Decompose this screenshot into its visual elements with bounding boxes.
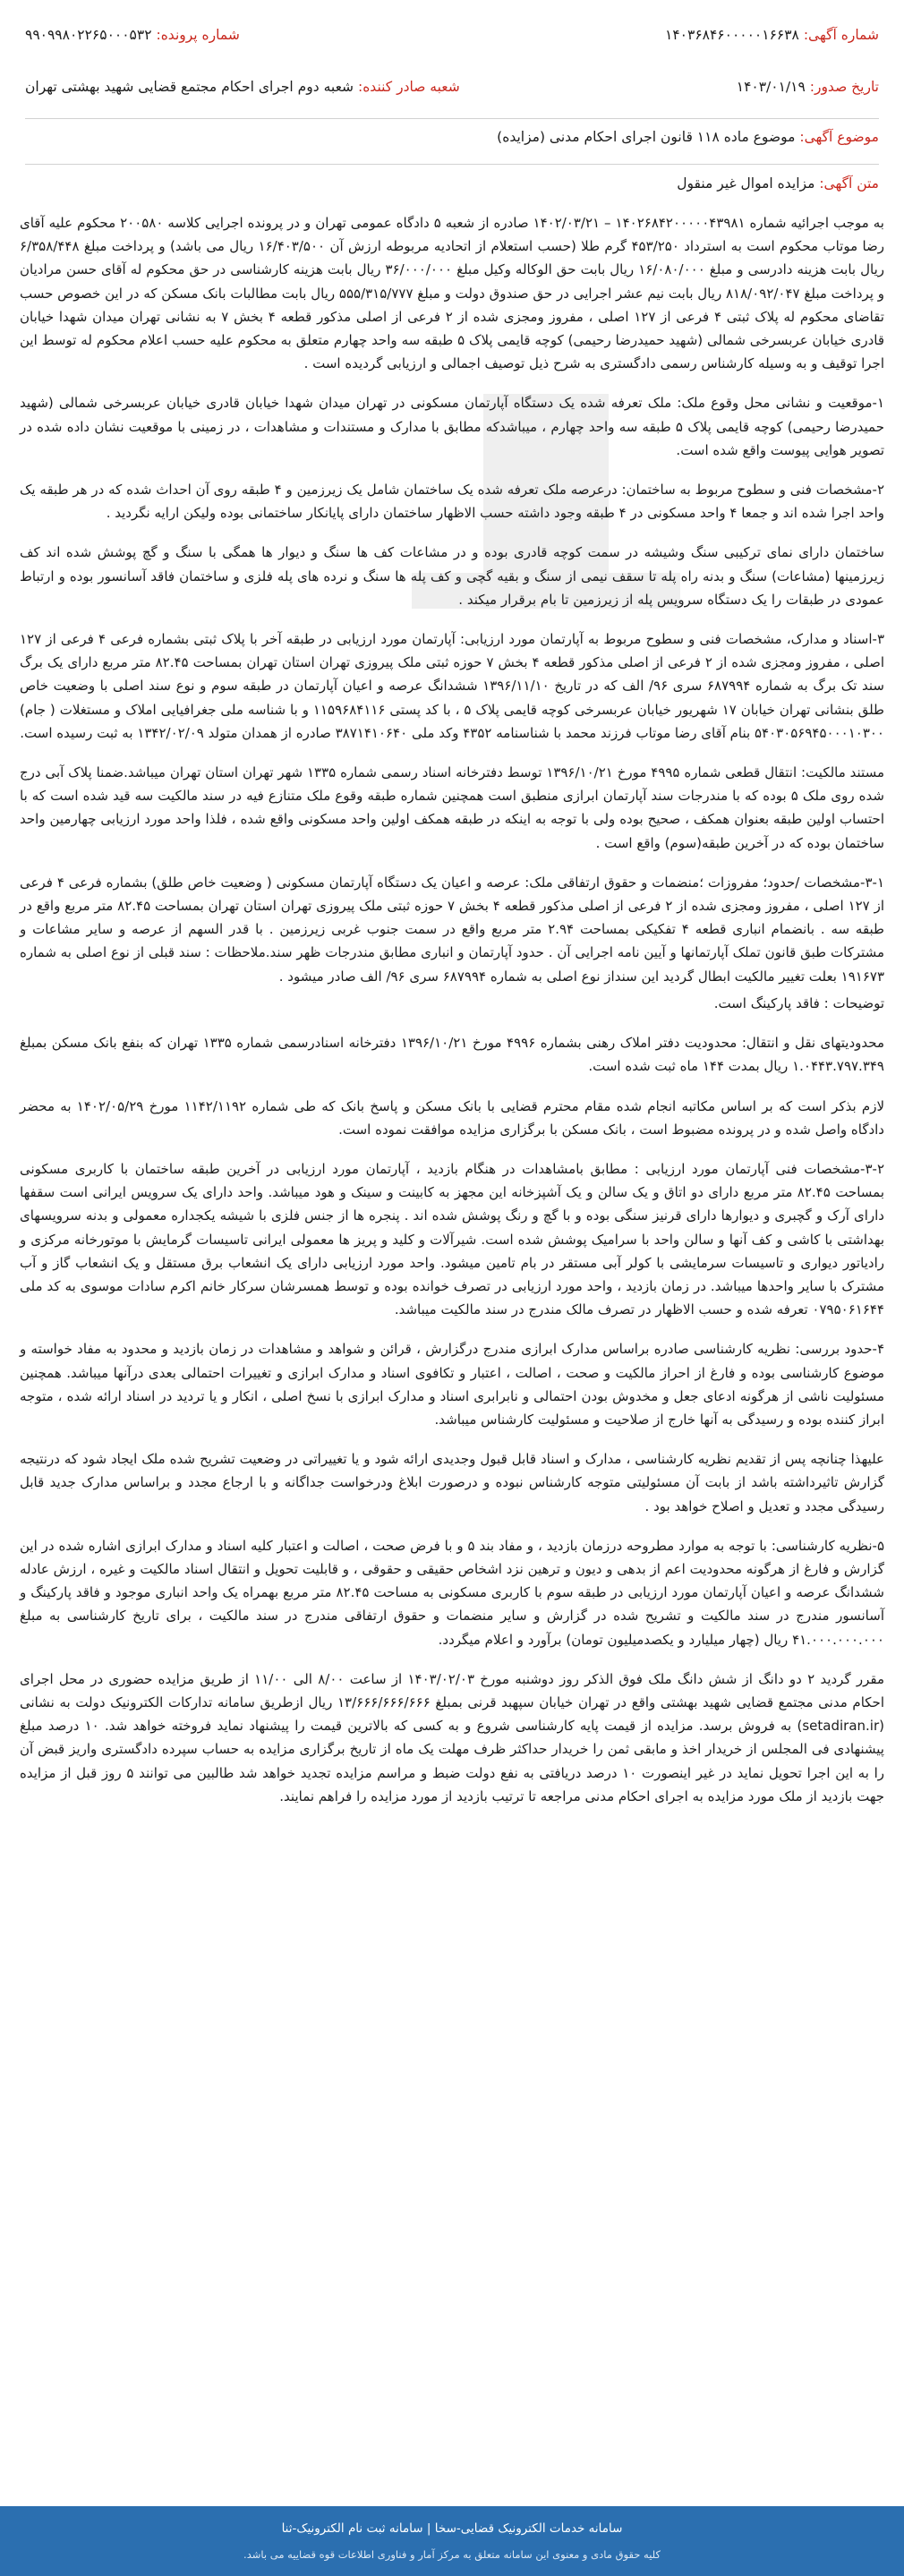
paragraph-building-finishes: ساختمان دارای نمای ترکیبی سنگ وشیشه در سمت کوچه قادری بوده و در مشاعات کف ها سنگ و دیوار ها همگی با سنگ و گچ پوشش شده اند کف زیرزمینها (مشاعات) سنگ و بدنه راه پله تا سقف نیمی از سنگ و بقیه گچی و کف پله ها سنگ و نرده های پله فلزی و ساختمان فاقد آسانسور بوده و ارتباط عمودی در طبقات را یک دستگاه سرویس پله از زیرزمین تا بام برقرار میکند . [20, 544, 884, 608]
paragraph-ownership: مستند مالکیت: انتقال قطعی شماره ۴۹۹۵ مورخ ۱۳۹۶/۱۰/۲۱ توسط دفترخانه اسناد رسمی شماره ۱۳۳۵ شهر تهران استان تهران میباشد.ضمنا پلاک آبی درج شده روی ملک ۵ بوده که با مندرجات سند آپارتمان ابرازی منطبق است همچنین شماره طبقه وقوع ملک متنازع فیه در سند مالکیت سه قید شده است که با احتساب اولین طبقه بعنوان همکف ، صحیح بوده ولی با توجه به اینکه در طبقه همکف اولین واحد مسکونی واقع شده ، فلذا واحد مورد ارزیابی چهارمین واحد ساختمان بوده که در آخرین طبقه(سوم) واقع است . [20, 764, 884, 851]
issuing-branch-label: شعبه صادر کننده: [357, 79, 460, 95]
paragraph-restrictions: محدودیتهای نقل و انتقال: محدودیت دفتر املاک رهنی بشماره ۴۹۹۶ مورخ ۱۳۹۶/۱۰/۲۱ دفترخانه اسنادرسمی شماره ۱۳۳۵ تهران که بنفع بانک مسکن بمبلغ ۱.۰۴۴۳.۷۹۷.۳۴۹ ریال بمدت ۱۴۴ ماه ثبت شده است. [20, 1035, 884, 1075]
paragraph-boundaries: ۳-۱-مشخصات /حدود؛ مفروزات ؛منضمات و حقوق ارتفاقی ملک: عرصه و اعیان یک دستگاه آپارتمان مسکونی ( وضعیت خاص طلق) بشماره فرعی ۴ فرعی از ۱۲۷ اصلی ، مفروز ومجزی شده از ۲ فرعی از اصلی مذکور قطعه ۴ بخش ۷ حوزه ثبتی ملک پیروزی تهران استان تهران بمساحت ۸۲.۴۵ متر مربع واقع در طبقه سه . بانضمام انباری قطعه ۴ تفکیکی بمساحت ۲.۹۴ متر مربع واقع در سمت جنوب غربی زیرزمین . با قدر السهم از عرصه و سایر مشاعات و مشترکات طبق قانون تملک آپارتمانها و آیین نامه اجرایی آن . حدود آپارتمان و انباری مطابق مندرجات ظهر سند.ملاحظات : سند قبلی از نوع اصلی به شماره ۱۹۱۶۷۳ بعلت تغییر مالکیت ابطال گردید این سنداز نوع اصلی به شماره ۶۸۷۹۹۴ سری ۹۶/ الف صادر میشود . [20, 874, 884, 985]
paragraph-no-parking: توضیحات : فاقد پارکینگ است. [713, 994, 884, 1011]
issue-date: ۱۴۰۳/۰۱/۱۹ [736, 79, 806, 95]
ad-text-heading [677, 175, 879, 192]
paragraph-documents: ۳-اسناد و مدارک، مشخصات فنی و سطوح مربوط به آپارتمان مورد ارزیابی: آپارتمان مورد ارزیابی در طبقه آخر با پلاک ثبتی بشماره فرعی ۴ فرعی از ۱۲۷ اصلی ، مفروز ومجزی شده از ۲ فرعی از اصلی مذکور قطعه ۴ بخش ۷ حوزه ثبتی ملک پیروزی تهران استان تهران بمساحت ۸۲.۴۵ متر مربع دارای یک برگ سند تک برگ به شماره ۶۸۷۹۹۴ سری ۹۶/ الف که در تاریخ ۱۳۹۶/۱۱/۱۰ ششدانگ عرصه و اعیان آپارتمان در طبقه سوم و نوع سند اصلی با وضعیت خاص طلق بنشانی تهران خیابان ۱۷ شهریور خیابان عربسرخی کوچه قایمی پلاک ۵ ، با کد پستی ۱۱۵۹۶۸۴۱۱۶ و با شناسه ملی جغرافیایی املاک و مستغلات ( جام) ۵۴۰۳۰۵۶۹۴۵۰۰۰۱۰۳۰۰ بنام آقای رضا موتاب فرزند محمد با شناسنامه ۴۳۵۲ وکد ملی ۳۸۷۱۴۱۰۶۴۰ صادره از همدان متولد ۱۳۴۲/۰۲/۰۹ به ثبت رسیده است. [20, 631, 884, 741]
case-number-label: شماره پرونده: [156, 27, 240, 43]
ad-text-label: متن آگهی: [819, 175, 879, 192]
ad-text-title: مزایده اموال غیر منقول [677, 175, 815, 192]
ad-body [20, 211, 884, 1824]
footer-links[interactable]: سامانه خدمات الکترونیک قضایی-سخا | سامانه ثبت نام الکترونیک-ثنا [281, 2521, 623, 2536]
ad-header [25, 27, 879, 119]
paragraph-bank-approval: لازم بذکر است که بر اساس مکاتبه انجام شده مقام محترم قضایی با بانک مسکن و پاسخ بانک که طی شماره ۱۱۴۲/۱۱۹۲ مورخ ۱۴۰۲/۰۵/۲۹ به محضر دادگاه واصل شده و در پرونده مضبوط است ، بانک مسکن با برگزاری مزایده موافقت نموده است. [20, 1097, 884, 1138]
case-number-row [25, 27, 240, 43]
subject-label: موضوع آگهی: [799, 129, 879, 145]
issue-date-row [737, 79, 879, 95]
case-number: ۹۹۰۹۹۸۰۲۲۶۵۰۰۰۵۳۲ [25, 27, 152, 43]
subject-value: موضوع ماده ۱۱۸ قانون اجرای احکام مدنی (مزایده) [497, 129, 796, 145]
footer-copyright: کلیه حقوق مادی و معنوی این سامانه متعلق به مرکز آمار و فناوری اطلاعات قوه قضاییه می باشد. [243, 2548, 661, 2561]
paragraph-review-scope: ۴-حدود بررسی: نظریه کارشناسی صادره براساس مدارک ابرازی مندرج درگزارش ، قرائن و شواهد و مشاهدات در زمان بازدید و محدود به مفاد خواسته و موضوع کارشناسی بوده و فارغ از احراز مالکیت و صحت ، اصالت ، اعتبار و تکافوی اسناد و مدارک ابرازی و تغییرات احتمالی بعدی درآنها میباشد. همچنین مسئولیت ناشی از هرگونه ادعای جعل و مخدوش بودن احتمالی و نابرابری اسناد و مدارک ابرازی با نسخ اصلی ، انکار و یا تردید در اسناد ارائه شده ، متوجه ابراز کننده بوده و رسیدگی به آنها خارج از صلاحیت و مسئولیت کارشناس میباشد. [20, 1341, 884, 1428]
ad-subject [497, 129, 879, 145]
issuing-branch: شعبه دوم اجرای احکام مجتمع قضایی شهید بهشتی تهران [25, 79, 354, 95]
paragraph-expert-opinion: ۵-نظریه کارشناسی: با توجه به موارد مطروحه درزمان بازدید ، و مفاد بند ۵ و با فرض صحت ، اصالت و اعتبار کلیه اسناد و مدارک ابرازی اشاره شده در این گزارش و فارغ از هرگونه محدودیت اعم از بدهی و دیون و ترهین نزد اشخاص حقیقی و حقوقی ، و قابلیت تحویل و انتقال اسناد مالکیت و غیره ، ارزش عادله ششدانگ عرصه و اعیان آپارتمان مورد ارزیابی در طبقه سوم با کاربری مسکونی به مساحت ۸۲.۴۵ متر مربع بهمراه یک واحد انباری موجود و فاقد پارکینگ و آسانسور مندرج در سند مالکیت و تشریح شده در گزارش و سایر منضمات و حقوق ارتفاقی مندرج در سند مالکیت ، برای تاریخ کارشناسی به مبلغ ۴۱.۰۰۰.۰۰۰.۰۰۰ ریال (چهار میلیارد و یکصدمیلیون تومان) برآورد و اعلام میگردد. [20, 1537, 884, 1648]
paragraph-disclaimer: علیهذا چنانچه پس از تقدیم نظریه کارشناسی ، مدارک و اسناد قابل قبول وجدیدی ارائه شود و یا تغییراتی در وضعیت تشریح شده ملک ایجاد شود که درنتیجه گزارش تاثیرداشته باشد از بابت آن مسئولیتی متوجه کارشناس نبوده و درصورت ابلاغ ودرخواست جداگانه و با ارجاع مجدد و براساس مدارک جدید قابل رسیدگی مجدد و تعدیل و اصلاح خواهد بود . [20, 1451, 884, 1514]
issue-date-label: تاریخ صدور: [809, 79, 879, 95]
site-footer [0, 2506, 904, 2576]
issuing-branch-row [25, 79, 460, 95]
paragraph-intro: به موجب اجرائیه شماره ۱۴۰۲۶۸۴۲۰۰۰۰۰۴۳۹۸۱ – ۱۴۰۲/۰۳/۲۱ صادره از شعبه ۵ دادگاه عمومی تهران و در پرونده اجرایی کلاسه ۲۰۰۵۸۰ محکوم علیه آقای رضا موتاب محکوم است به استرداد ۴۵۳/۲۵۰ گرم طلا (حسب استعلام از اتحادیه مربوطه ارزش آن ۱۶/۴۰۳/۵۰۰ ریال می باشد) و پرداخت مبلغ ۶/۳۵۸/۴۴۸ ریال بابت هزینه دادرسی و مبلغ ۱۶/۰۸۰/۰۰۰ ریال بابت حق الوکاله وکیل مبلغ ۳۶/۰۰۰/۰۰۰ ریال بابت هزینه کارشناسی در حق محکوم له آقای حسن مرادیان و پرداخت مبلغ ۸۱۸/۰۹۲/۰۴۷ ریال بابت نیم عشر اجرایی در حق صندوق دولت و مبلغ ۵۵۵/۳۱۵/۷۷۷ ریال بابت مطالبات بانک مسکن که در این خصوص حسب تقاضای محکوم له پلاک ثبتی ۴ فرعی از ۱۲۷ اصلی ، مفروز ومجزی شده از ۲ فرعی از اصلی مذکور قطعه ۴ بخش ۷ به نشانی تهران میدان شهدا خیابان قادری خیابان عربسرخی شمالی (شهید حمیدرضا رحیمی) کوچه قایمی پلاک ۵ طبقه سه واحد چهارم متعلق به محکوم علیه حسب اعلام محکوم له توسط این اجرا توقیف و به وسیله کارشناس رسمی دادگستری به شرح ذیل توصیف اجمالی و ارزیابی گردیده است . [20, 215, 885, 372]
paragraph-auction-terms: مقرر گردید ۲ دو دانگ از شش دانگ ملک فوق الذکر روز دوشنبه مورخ ۱۴۰۳/۰۲/۰۳ از ساعت ۸/۰۰ الی ۱۱/۰۰ از طریق مزایده حضوری در محل اجرای احکام مدنی مجتمع قضایی شهید بهشتی واقع در تهران خیابان سپهبد قرنی بمبلغ ۱۳/۶۶۶/۶۶۶/۶۶۶ ریال ازطریق سامانه تدارکات الکترونیک دولت به نشانی (setadiran.ir) به فروش برسد. مزایده از قیمت پایه کارشناسی شروع و به کسی که بالاترین قیمت را پیشنهاد نماید فروخته خواهد شد. ۱۰ درصد مبلغ پیشنهادی فی المجلس از خریدار اخذ و مابقی ثمن را خریدار حداکثر ظرف مهلت یک ماه از تاریخ برگزاری مزایده به حساب سپرده دادگستری واریز قبض آن را به این اجرا تحویل نماید در غیر اینصورت ۱۰ درصد دریافتی به نفع دولت ضبط و مراسم مزایده تجدید خواهد شد طالبین می توانند ۵ روز قبل از مزایده جهت بازدید از ملک مورد مزایده به اجرای احکام مدنی مراجعه تا ترتیب بازدید از مورد مزایده را فراهم نمایند. [20, 1670, 884, 1804]
ad-number-row [665, 27, 879, 43]
ad-number: ۱۴۰۳۶۸۴۶۰۰۰۰۰۱۶۶۳۸ [665, 27, 799, 43]
ad-number-label: شماره آگهی: [803, 27, 879, 43]
paragraph-apartment-specs: ۳-۲-مشخصات فنی آپارتمان مورد ارزیابی : مطابق بامشاهدات در هنگام بازدید ، آپارتمان مورد ارزیابی در آخرین طبقه ساختمان با کاربری مسکونی بمساحت ۸۲.۴۵ متر مربع دارای دو اتاق و یک سالن و یک آشپزخانه این مجهز به کابینت و سینک و هود میباشد. واحد دارای یک سرویس ایرانی است سقفها دارای آرک و گچبری و دیوارها دارای قرنیز سنگی بوده و با گچ و رنگ پوشش شده اند . پنجره ها از جنس فلزی با شیشه یکجداره معمولی و بدنه سرویسهای بهداشتی با کاشی و کف آنها و سالن واحد با سرامیک پوشش شده است. شیرآلات و کلید و پریز ها معمولی ایرانی تاسیسات گرمایش با موتورخانه مرکزی و رادیاتور دیواری و تاسیسات سرمایشی با کولر آبی مستقر در بام تامین میشود. واحد مورد ارزیابی دارای یک انشعاب برق مستقل و یک انشعاب گاز و آب مشترک با سایر واحدها میباشد. در زمان بازدید ، واحد مورد ارزیابی در تصرف خوانده بوده و توسط همسرشان سرکار خانم اکرم سادات موسوی به کد ملی ۰۷۹۵۰۶۱۶۴۴ تعرفه شده و حسب الاظهار در تصرف مالک مندرج در سند مالکیت میباشد. [20, 1160, 884, 1318]
section-divider [25, 164, 879, 165]
paragraph-location: ۱-موقعیت و نشانی محل وقوع ملک: ملک تعرفه شده یک دستگاه آپارتمان مسکونی در تهران میدان شهدا خیابان قادری خیابان عربسرخی شمالی (شهید حمیدرضا رحیمی) کوچه قایمی پلاک ۵ طبقه سه واحد چهارم ، میباشدکه مطابق با مدارک و مستندات و مشاهدات ، در زمینی با موقعیت نشان داده شده در تصویر هوایی پیوست واقع شده است. [20, 395, 884, 458]
paragraph-building-specs: ۲-مشخصات فنی و سطوح مربوط به ساختمان: درعرصه ملک تعرفه شده یک ساختمان شامل یک زیرزمین و ۴ طبقه روی آن احداث شده که در هر طبقه یک واحد اجرا شده اند و جمعا ۴ واحد مسکونی در ۴ طبقه وجود داشته حسب الاظهار ساختمان دارای پایانکار ساختمانی بوده ولیکن ارایه نگردید . [20, 482, 884, 522]
